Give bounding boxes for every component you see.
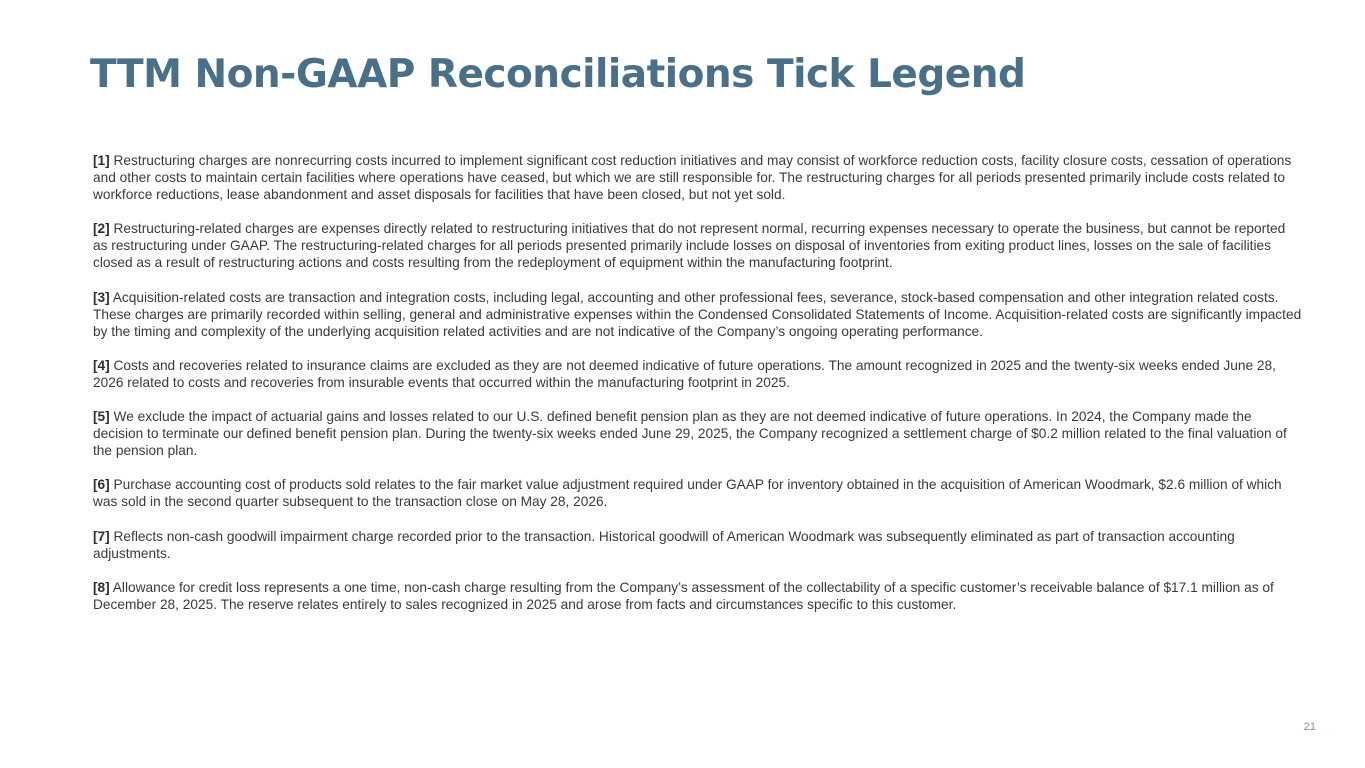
footnote-marker: [5] xyxy=(93,409,110,425)
footnote-marker: [6] xyxy=(93,477,110,493)
footnote-8 xyxy=(93,579,1303,613)
footnote-text: Purchase accounting cost of products sold relates to the fair market value adjustment required under GAAP for inventory obtained in the acquisition of American Woodmark, $2.6 million of which was sold in the second quarter subsequent to the transaction close on May 28, 2026. xyxy=(93,477,1282,510)
footnote-text: Reflects non-cash goodwill impairment charge recorded prior to the transaction. Historical goodwill of American Woodmark was subsequently eliminated as part of transaction accounting adjustments. xyxy=(93,528,1235,561)
footnote-marker: [3] xyxy=(93,289,110,305)
footnote-marker: [8] xyxy=(93,579,110,595)
footnote-text: Acquisition-related costs are transaction and integration costs, including legal, accounting and other professional fees, severance, stock-based compensation and other integration related costs. These charges are primarily recorded within selling, general and administrative expenses within the Condensed Consolidated Statements of Income. Acquisition-related costs are significantly impacted by the timing and complexity of the underlying acquisition related activities and are not indicative of the Company’s ongoing operating performance. xyxy=(93,289,1302,339)
footnote-text: Restructuring-related charges are expenses directly related to restructuring initiatives that do not represent normal, recurring expenses necessary to operate the business, but cannot be reported as restructuring under GAAP. The restructuring-related charges for all periods presented primarily include losses on disposal of inventories from exiting product lines, losses on the sale of facilities closed as a result of restructuring actions and costs resulting from the redeployment of equipment within the manufacturing footprint. xyxy=(93,221,1286,271)
footnote-3 xyxy=(93,289,1303,340)
footnote-7 xyxy=(93,528,1303,562)
footnote-2 xyxy=(93,220,1303,271)
footnote-marker: [2] xyxy=(93,221,110,237)
footnote-5 xyxy=(93,408,1303,459)
page-number: 21 xyxy=(1303,721,1316,733)
footnote-text: We exclude the impact of actuarial gains and losses related to our U.S. defined benefit pension plan as they are not deemed indicative of future operations. In 2024, the Company made the decision to terminate our defined benefit pension plan. During the twenty-six weeks ended June 29, 2025, the Company recognized a settlement charge of $0.2 million related to the final valuation of the pension plan. xyxy=(93,409,1287,459)
footnote-text: Restructuring charges are nonrecurring costs incurred to implement significant cost reduction initiatives and may consist of workforce reduction costs, facility closure costs, cessation of operations and other costs to maintain certain facilities where operations have ceased, but which we are still responsible for. The restructuring charges for all periods presented primarily include costs related to workforce reductions, lease abandonment and asset disposals for facilities that have been closed, but not yet sold. xyxy=(93,153,1292,203)
page-title: TTM Non-GAAP Reconciliations Tick Legend xyxy=(90,52,1026,97)
footnote-4 xyxy=(93,357,1303,391)
footnote-6 xyxy=(93,476,1303,510)
footnote-marker: [4] xyxy=(93,357,110,373)
footnote-text: Allowance for credit loss represents a one time, non-cash charge resulting from the Company’s assessment of the collectability of a specific customer’s receivable balance of $17.1 million as of December 28, 2025. The reserve relates entirely to sales recognized in 2025 and arose from facts and circumstances specific to this customer. xyxy=(93,579,1274,612)
footnote-marker: [7] xyxy=(93,528,110,544)
footnote-marker: [1] xyxy=(93,153,110,168)
footnote-list xyxy=(93,152,1303,630)
footnote-1 xyxy=(93,152,1303,203)
footnote-text: Costs and recoveries related to insurance claims are excluded as they are not deemed indicative of future operations. The amount recognized in 2025 and the twenty-six weeks ended June 28, 2026 related to costs and recoveries from insurable events that occurred within the manufacturing footprint in 2025. xyxy=(93,357,1276,390)
